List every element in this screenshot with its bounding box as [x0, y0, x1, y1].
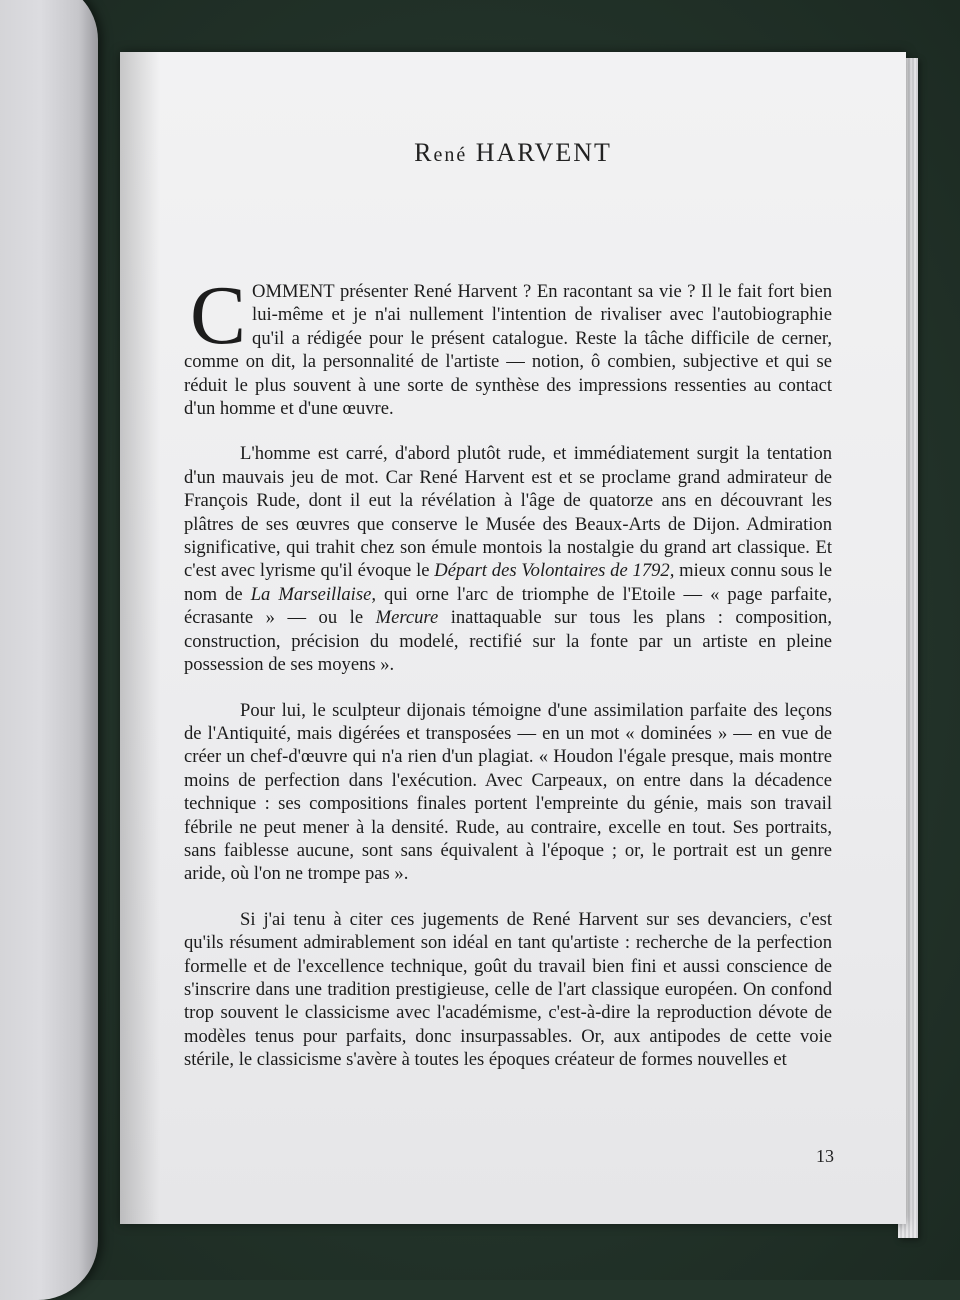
paragraph-3: [184, 699, 832, 886]
drop-cap: C: [190, 269, 247, 362]
body-text: [184, 269, 832, 1094]
page-number: 13: [816, 1146, 834, 1166]
title-surname: HARVENT: [475, 138, 612, 167]
italic-title-marseillaise: La Marseillaise,: [250, 583, 376, 605]
book-page: [120, 52, 906, 1224]
paragraph-3-text: Pour lui, le sculpteur dijonais témoigne d'une assimilation parfaite des leçons de l'Antiquité, mais digérées et transposées — en un mot « dominées » — en vue de créer un chef-d'œuvre qui n'a rien d'un plagiat. « Houdon l'égale presque, mais montre moins de perfection dans l'exécution. Avec Carpeaux, on entre dans la décadence technique : ses compositions finales portent l'empreinte du génie, mais son travail fébrile ne peut mener à la densité. Rude, au contraire, excelle en tout. Ses portraits, sans faiblesse aucune, sont sans équivalent à l'époque ; or, le portrait est un genre aride, où l'on ne trompe pas ».: [184, 699, 832, 885]
paragraph-2-text-d: inattaquable sur tous les plans : composition, construction, précision du modelé, rectifié sur la fonte par un artiste en pleine possession de ses moyens ».: [184, 607, 832, 676]
paragraph-2: [184, 442, 832, 676]
title-small-caps: ené: [433, 144, 468, 166]
paragraph-4-text: Si j'ai tenu à citer ces jugements de René Harvent sur ses devanciers, c'est qu'ils résument admirablement son idéal en tant qu'artiste : recherche de la perfection formelle et de l'excellence technique, goût du travail bien fini et aussi conscience de s'inscrire dans une tradition prestigieuse, celle de l'art classique européen. On confond trop souvent le classicisme avec l'académisme, c'est-à-dire la reproduction dévote de modèles tenus pour parfaits, donc insurpassables. Or, aux antipodes de cette voie stérile, le classicisme s'avère à toutes les époques créateur de formes nouvelles et: [184, 908, 832, 1071]
page-title: [120, 138, 906, 168]
paragraph-1: [184, 269, 832, 420]
paragraph-2-text-b: mieux connu sous le nom de: [184, 560, 832, 605]
italic-title-depart: Départ des Volontaires de 1792,: [434, 560, 675, 582]
paragraph-2-text-a: L'homme est carré, d'abord plutôt rude, et immédiatement surgit la tentation d'un mauvais jeu de mot. Car René Harvent est et se proclame grand admirateur de François Rude, dont il eut la révélation à l'âge de quatorze ans en découvrant les plâtres de ses œuvres que conserve le Musée des Beaux-Arts de Dijon. Admiration significative, qui trahit chez son émule montois la nostalgie du grand art classique. Et c'est avec lyrisme qu'il évoque le: [184, 443, 832, 582]
left-page-edge: [0, 0, 98, 1300]
title-initial: R: [414, 138, 434, 167]
paragraph-4: [184, 908, 832, 1072]
italic-title-mercure: Mercure: [375, 607, 439, 629]
page-gutter-shadow: [120, 52, 160, 1224]
paragraph-2-text-c: qui orne l'arc de triomphe de l'Etoile — « page parfaite, écrasante » — ou le: [184, 583, 832, 629]
paragraph-1-text: OMMENT présenter René Harvent ? En racontant sa vie ? Il le fait fort bien lui-même et je n'ai nullement l'intention de rivaliser avec l'autobiographie qu'il a rédigée pour le présent catalogue. Reste la tâche difficile de cerner, comme on dit, la personnalité de l'artiste — notion, ô combien, subjective et qui se réduit le plus souvent à une sorte de synthèse des impressions ressenties au contact d'un homme et d'une œuvre.: [184, 281, 832, 420]
